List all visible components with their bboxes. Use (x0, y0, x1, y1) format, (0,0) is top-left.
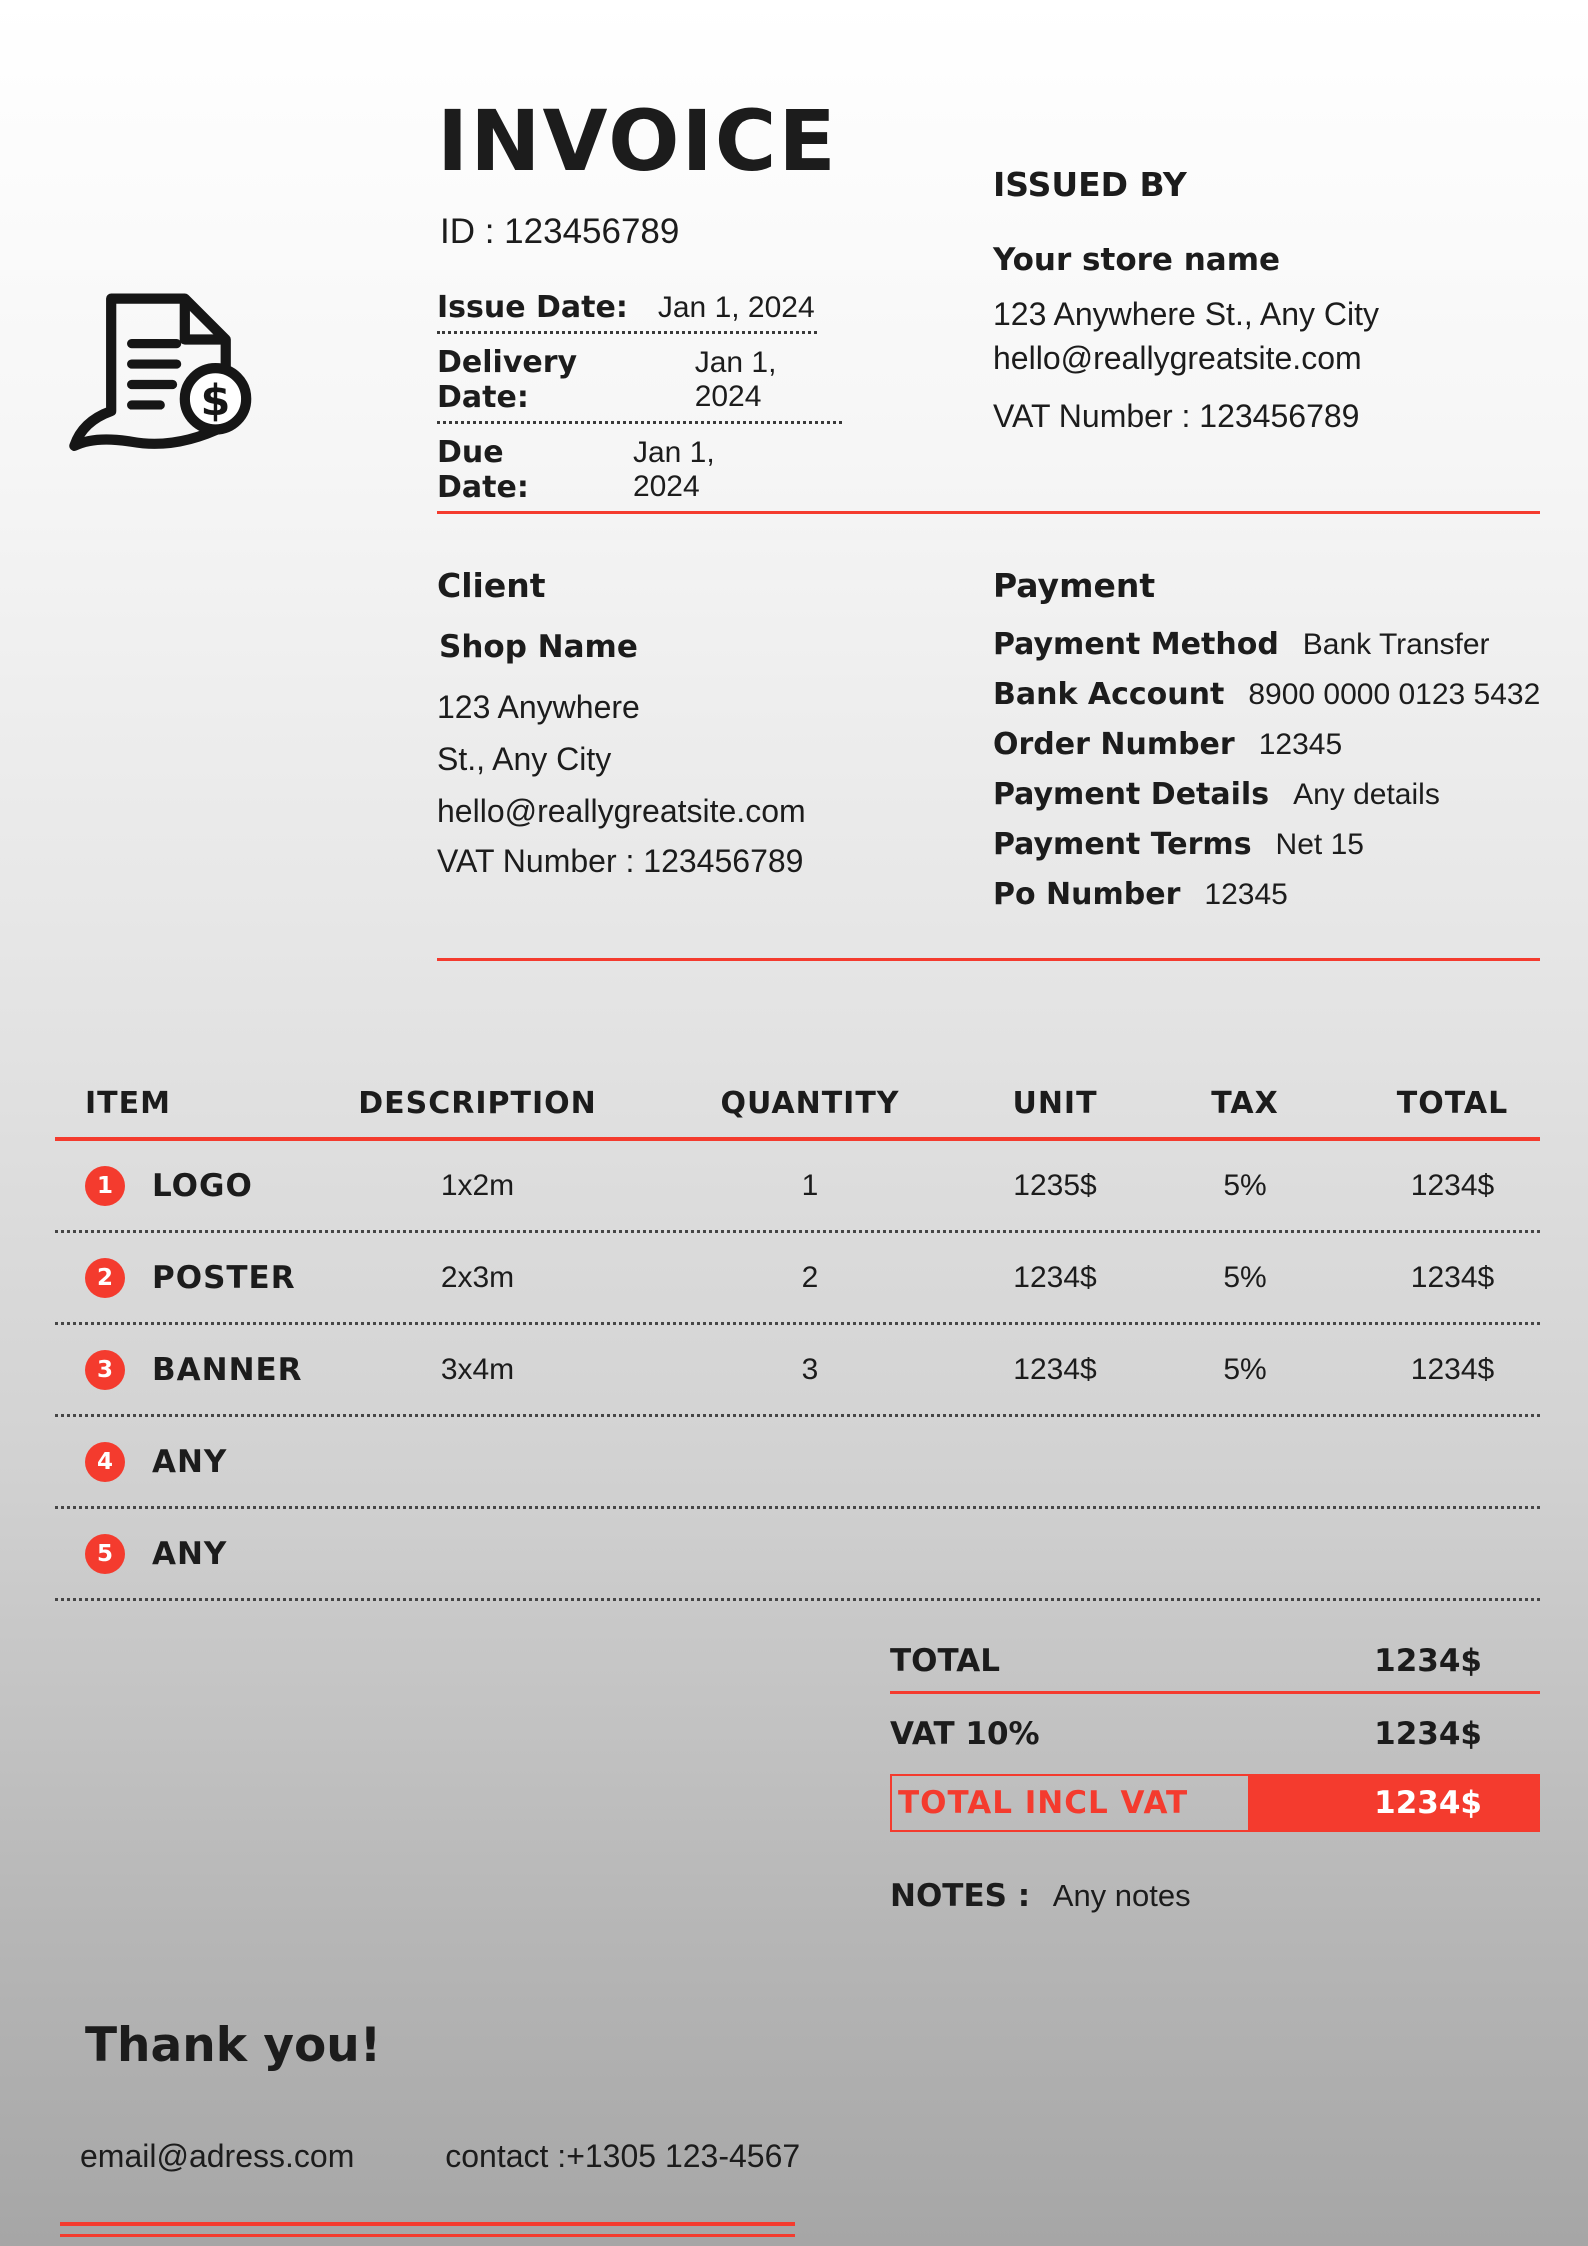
row-number-badge: 1 (85, 1166, 125, 1206)
issue-date-label: Issue Date: (437, 290, 628, 325)
vat-label: VAT 10% (890, 1716, 1040, 1752)
total-label: TOTAL (890, 1643, 1000, 1679)
issuer-email: hello@reallygreatsite.com (993, 340, 1362, 376)
client-heading: Client (437, 566, 546, 605)
invoice-id: ID : 123456789 (440, 212, 680, 251)
item-total: 1234$ (1410, 1260, 1495, 1294)
payment-details-value: Any details (1293, 778, 1440, 811)
items-table-header (55, 1086, 1540, 1121)
item-name: LOGO (152, 1167, 253, 1204)
client-name: Shop Name (439, 629, 638, 665)
payment-method-row (993, 627, 1553, 662)
item-name: BANNER (152, 1351, 303, 1388)
divider-top (437, 511, 1540, 514)
item-name: ANY (152, 1535, 228, 1572)
item-tax: 5% (1223, 1352, 1267, 1386)
payment-terms-row (993, 827, 1553, 862)
header-tax: TAX (1211, 1086, 1279, 1121)
table-row (55, 1141, 1540, 1233)
issue-date-row (437, 290, 817, 334)
item-cell (55, 1258, 320, 1298)
payment-method-label: Payment Method (993, 627, 1279, 662)
payment-details-label: Payment Details (993, 777, 1270, 812)
order-number-value: 12345 (1258, 728, 1343, 761)
table-row (55, 1417, 1540, 1509)
footer-divider-thin (60, 2234, 795, 2237)
header-description: DESCRIPTION (358, 1086, 597, 1121)
total-incl-vat-row (890, 1774, 1540, 1832)
payment-terms-value: Net 15 (1275, 828, 1364, 861)
header-unit: UNIT (1012, 1086, 1098, 1121)
vat-row (890, 1716, 1540, 1752)
item-unit-price: 1235$ (1013, 1168, 1097, 1202)
item-total: 1234$ (1410, 1352, 1495, 1386)
client-email: hello@reallygreatsite.com (437, 793, 806, 829)
row-number-badge: 5 (85, 1534, 125, 1574)
payment-section (993, 566, 1553, 927)
due-date-value: Jan 1, 2024 (632, 436, 715, 503)
total-row (890, 1643, 1540, 1679)
client-address-line1: 123 Anywhere (437, 689, 640, 725)
issuer-vat-number: VAT Number : 123456789 (993, 398, 1360, 434)
issuer-address: 123 Anywhere St., Any City (993, 296, 1379, 332)
notes-value: Any notes (1052, 1878, 1191, 1913)
notes-section (890, 1878, 1191, 1914)
payment-details-row (993, 777, 1553, 812)
po-number-label: Po Number (993, 877, 1181, 912)
delivery-date-row (437, 345, 842, 424)
item-unit-price: 1234$ (1013, 1260, 1097, 1294)
table-row (55, 1325, 1540, 1417)
po-number-row (993, 877, 1553, 912)
item-name: ANY (152, 1443, 228, 1480)
total-incl-vat-label: TOTAL INCL VAT (890, 1774, 1250, 1832)
item-description: 2x3m (440, 1260, 515, 1294)
items-table (55, 1086, 1540, 1601)
row-number-badge: 4 (85, 1442, 125, 1482)
summary-divider (890, 1691, 1540, 1694)
payment-terms-label: Payment Terms (993, 827, 1252, 862)
page-title: INVOICE (437, 92, 838, 190)
issue-date-value: Jan 1, 2024 (657, 291, 815, 324)
row-number-badge: 3 (85, 1350, 125, 1390)
svg-text:$: $ (200, 376, 231, 427)
item-total: 1234$ (1410, 1168, 1495, 1202)
total-incl-vat-value: 1234$ (1250, 1774, 1540, 1832)
footer-phone: contact :+1305 123-4567 (445, 2138, 801, 2174)
footer-contact-row (80, 2138, 800, 2175)
client-vat-number: VAT Number : 123456789 (437, 843, 804, 879)
delivery-date-value: Jan 1, 2024 (694, 346, 777, 413)
footer-divider-thick (60, 2222, 795, 2226)
bank-account-row (993, 677, 1553, 712)
invoice-dollar-icon (58, 282, 283, 487)
item-cell (55, 1166, 320, 1206)
divider-middle (437, 958, 1540, 961)
notes-label: NOTES : (890, 1878, 1031, 1914)
item-quantity: 1 (801, 1168, 819, 1202)
header-item: ITEM (85, 1086, 171, 1121)
row-number-badge: 2 (85, 1258, 125, 1298)
item-unit-price: 1234$ (1013, 1352, 1097, 1386)
order-number-label: Order Number (993, 727, 1235, 762)
item-quantity: 3 (801, 1352, 819, 1386)
client-section (437, 566, 917, 880)
table-row (55, 1509, 1540, 1601)
dates-section (437, 290, 842, 525)
payment-heading: Payment (993, 566, 1156, 605)
total-value: 1234$ (1374, 1643, 1482, 1679)
bank-account-label: Bank Account (993, 677, 1225, 712)
po-number-value: 12345 (1204, 878, 1288, 911)
item-name: POSTER (152, 1259, 296, 1296)
due-date-row (437, 435, 787, 514)
footer-email: email@adress.com (80, 2138, 355, 2174)
table-row (55, 1233, 1540, 1325)
order-number-row (993, 727, 1553, 762)
item-quantity: 2 (801, 1260, 819, 1294)
item-cell (55, 1350, 320, 1390)
header-quantity: QUANTITY (720, 1086, 900, 1121)
payment-method-value: Bank Transfer (1302, 628, 1490, 661)
item-cell (55, 1442, 320, 1482)
delivery-date-label: Delivery Date: (437, 345, 578, 415)
client-address-line2: St., Any City (437, 741, 612, 777)
item-tax: 5% (1223, 1260, 1267, 1294)
due-date-label: Due Date: (437, 435, 529, 505)
vat-value: 1234$ (1374, 1716, 1482, 1752)
issued-by-heading: ISSUED BY (993, 165, 1187, 204)
totals-summary (890, 1643, 1540, 1832)
thank-you-message: Thank you! (85, 2018, 382, 2073)
item-tax: 5% (1223, 1168, 1267, 1202)
item-description: 1x2m (440, 1168, 515, 1202)
store-name: Your store name (993, 242, 1281, 278)
item-cell (55, 1534, 320, 1574)
header-total: TOTAL (1396, 1086, 1509, 1121)
issued-by-section (993, 165, 1473, 435)
item-description: 3x4m (440, 1352, 515, 1386)
bank-account-value: 8900 0000 0123 5432 (1248, 678, 1541, 711)
